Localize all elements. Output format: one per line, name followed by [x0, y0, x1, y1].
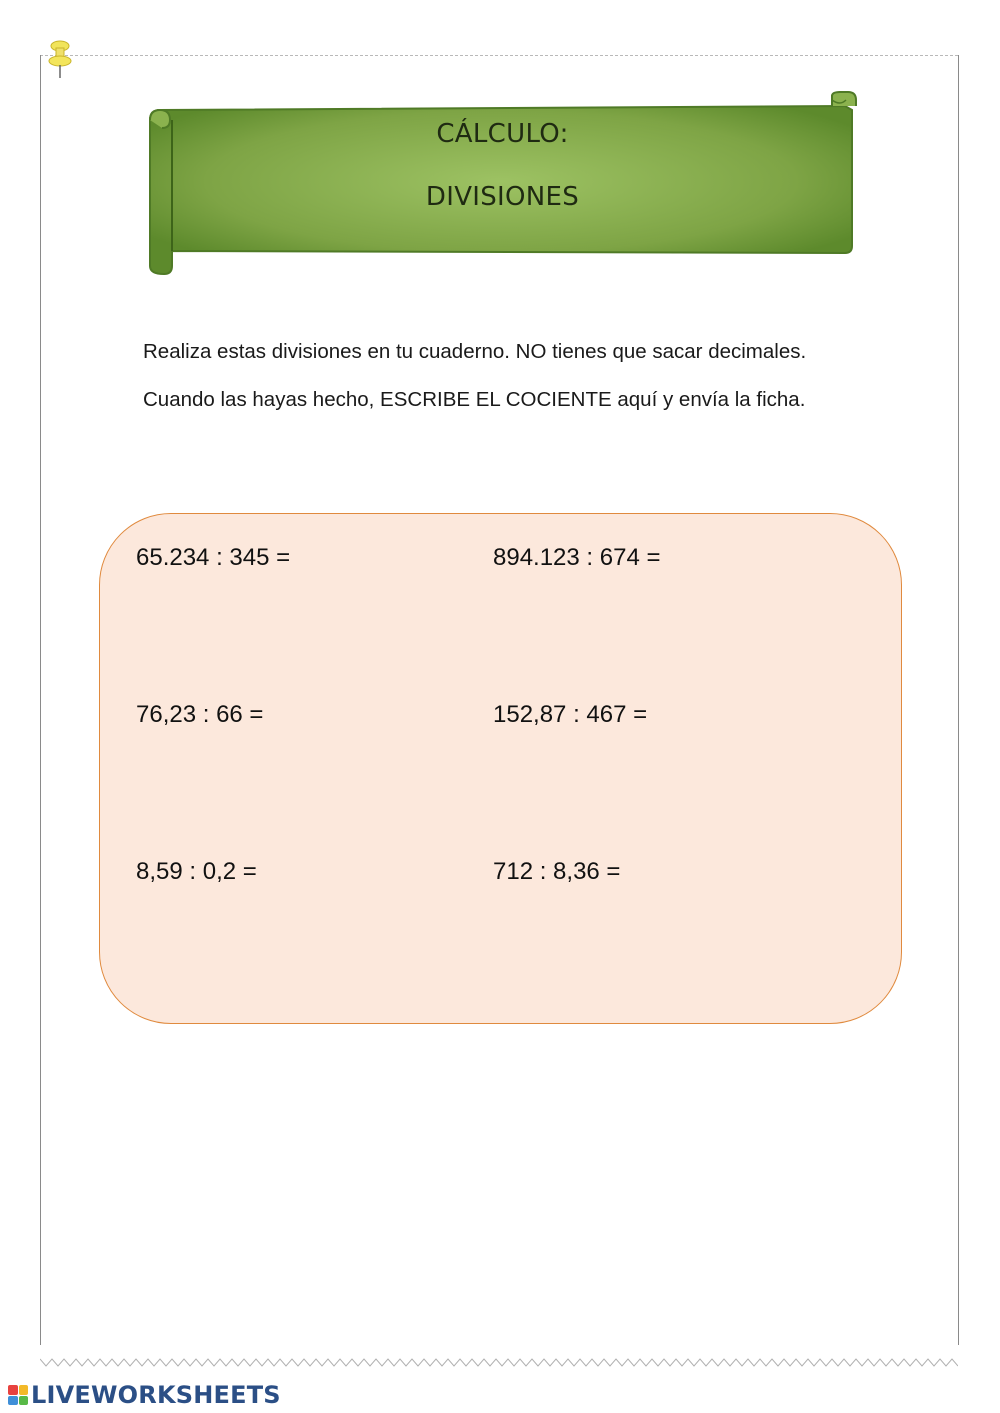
liveworksheets-logo[interactable] [8, 1381, 281, 1409]
pushpin-icon [46, 40, 76, 80]
page-frame-left [40, 55, 41, 1345]
page-frame-top [40, 55, 958, 56]
title-banner [140, 88, 865, 283]
exercise-1: 65.234 : 345 = [136, 544, 291, 571]
instruction-paragraph-2: Cuando las hayas hecho, ESCRIBE EL COCIENTE aquí y envía la ficha. [143, 388, 806, 411]
page-frame-right [958, 55, 959, 1345]
instructions [143, 336, 892, 432]
banner-title-line-1: CÁLCULO: [436, 119, 569, 149]
exercise-6: 712 : 8,36 = [493, 858, 621, 885]
exercise-4: 152,87 : 467 = [493, 701, 648, 728]
banner-title-line-2: DIVISIONES [425, 182, 580, 212]
page-torn-edge [40, 1356, 958, 1370]
exercise-2: 894.123 : 674 = [493, 544, 661, 571]
liveworksheets-logo-icon [8, 1385, 28, 1405]
exercise-5: 8,59 : 0,2 = [136, 858, 257, 885]
exercises-panel [99, 513, 902, 1024]
logo-text: LIVEWORKSHEETS [31, 1381, 281, 1409]
instruction-paragraph-1: Realiza estas divisiones en tu cuaderno. NO tienes que sacar decimales. [143, 340, 807, 363]
exercise-3: 76,23 : 66 = [136, 701, 264, 728]
